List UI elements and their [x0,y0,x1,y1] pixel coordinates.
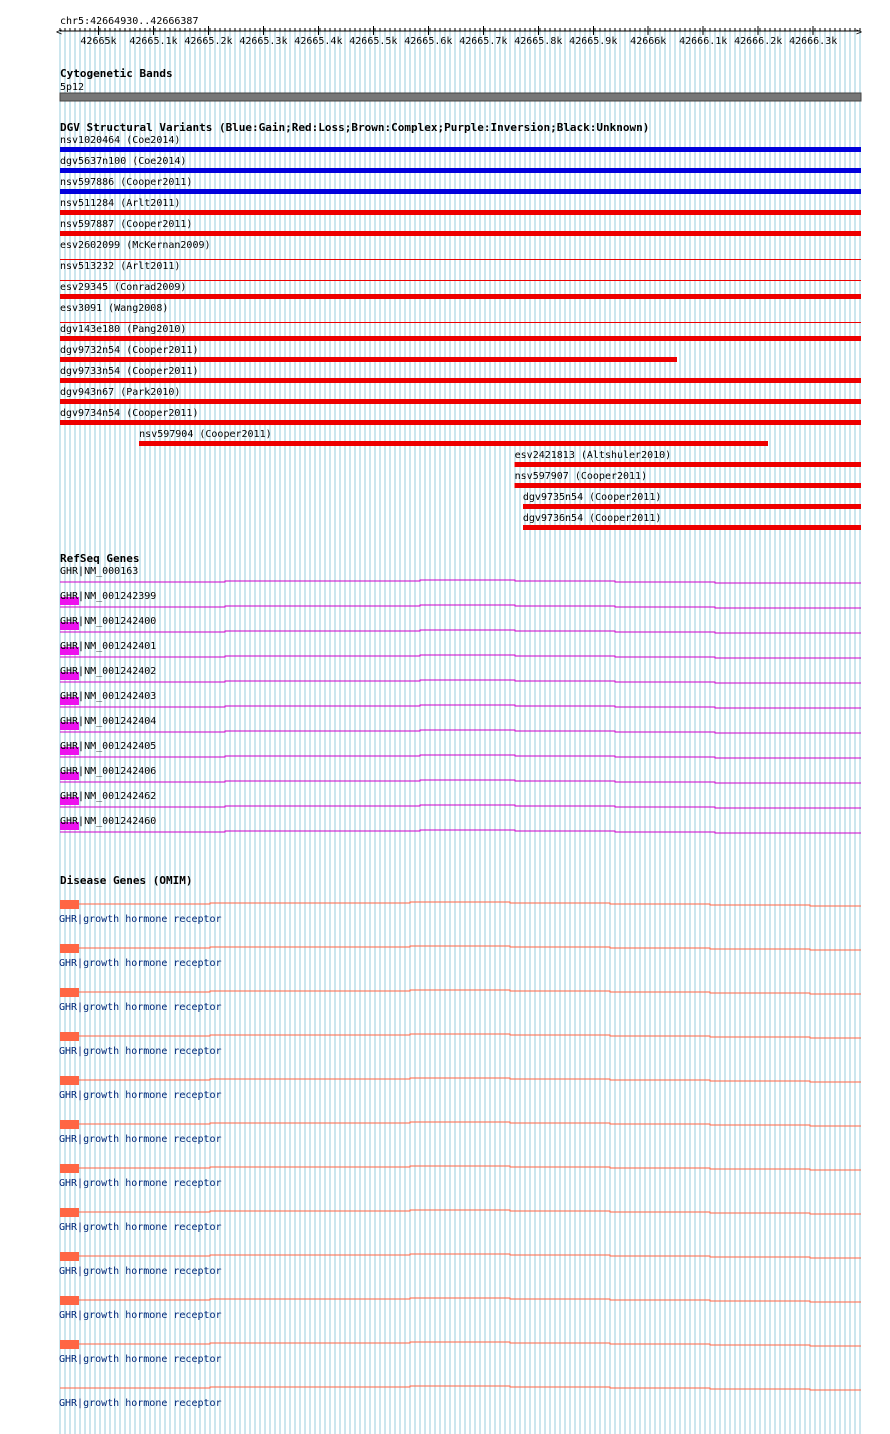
dgv-feature-label: dgv5637n100 (Coe2014) [60,156,187,167]
dgv-feature-label: esv2602099 (McKernan2009) [60,240,211,251]
dgv-feature-label: nsv513232 (Arlt2011) [60,261,181,272]
omim-gene-label[interactable]: GHR|growth hormone receptor [59,1002,222,1013]
dgv-feature-bar[interactable] [515,483,861,488]
ruler-tick-label: 42666.2k [734,36,783,47]
dgv-feature-label: esv3091 (Wang2008) [60,303,169,314]
ruler-tick-label: 42665.9k [569,36,618,47]
dgv-feature-label: dgv9736n54 (Cooper2011) [522,513,662,524]
omim-gene-label[interactable]: GHR|growth hormone receptor [59,1046,222,1057]
omim-gene-label[interactable]: GHR|growth hormone receptor [59,1222,222,1233]
refseq-transcript-label: GHR|NM_001242400 [60,616,157,627]
dgv-feature-bar[interactable] [523,525,861,530]
locus-label: chr5:42664930..42666387 [60,16,199,27]
ruler-tick-label: 42666k [630,36,667,47]
cytoband-label: 5p12 [60,82,85,93]
dgv-feature-bar[interactable] [60,231,861,236]
dgv-feature-bar[interactable] [60,168,861,173]
refseq-transcript-label: GHR|NM_001242403 [60,691,157,702]
omim-gene-label[interactable]: GHR|growth hormone receptor [59,1354,222,1365]
refseq-transcript-label: GHR|NM_001242402 [60,666,157,677]
ruler-tick-label: 42665.3k [239,36,288,47]
dgv-feature-label: nsv597904 (Cooper2011) [139,429,272,440]
ruler-tick-label: 42665.8k [514,36,563,47]
dgv-feature-bar[interactable] [60,378,861,383]
ruler-tick-label: 42666.1k [679,36,728,47]
dgv-feature-label: nsv1020464 (Coe2014) [60,135,181,146]
omim-gene-label[interactable]: GHR|growth hormone receptor [59,1310,222,1321]
omim-gene-label[interactable]: GHR|growth hormone receptor [59,914,222,925]
dgv-feature-bar[interactable] [60,336,861,341]
dgv-feature-label: dgv9732n54 (Cooper2011) [60,345,199,356]
dgv-feature-label: nsv597907 (Cooper2011) [514,471,648,482]
dgv-feature-bar[interactable] [60,280,861,281]
ruler-right-arrow-icon: > [856,27,863,38]
ruler-tick-label: 42665.2k [184,36,233,47]
dgv-feature-bar[interactable] [60,420,861,425]
refseq-transcript-label: GHR|NM_001242399 [60,591,157,602]
cytoband-track-title: Cytogenetic Bands [60,67,173,80]
dgv-feature-bar[interactable] [523,504,861,509]
dgv-feature-bar[interactable] [60,357,677,362]
dgv-feature-bar[interactable] [60,259,861,260]
dgv-feature-label: dgv943n67 (Park2010) [60,387,181,398]
omim-gene-label[interactable]: GHR|growth hormone receptor [59,1178,222,1189]
dgv-feature-bar[interactable] [60,322,861,323]
refseq-transcript-label: GHR|NM_001242406 [60,766,157,777]
ruler-tick-label: 42665.1k [129,36,178,47]
refseq-transcript-label: GHR|NM_001242404 [60,716,157,727]
refseq-transcript-label: GHR|NM_001242405 [60,741,157,752]
dgv-track-title: DGV Structural Variants (Blue:Gain;Red:Loss;Brown:Complex;Purple:Inversion;Black:Unknown) [60,121,650,134]
dgv-feature-label: dgv9733n54 (Cooper2011) [60,366,199,377]
refseq-transcript-label: GHR|NM_001242401 [60,641,157,652]
dgv-feature-label: esv2421813 (Altshuler2010) [514,450,672,461]
dgv-feature-label: nsv597886 (Cooper2011) [60,177,193,188]
dgv-feature-label: esv29345 (Conrad2009) [60,282,187,293]
dgv-feature-bar[interactable] [515,462,861,467]
omim-gene-label[interactable]: GHR|growth hormone receptor [59,958,222,969]
ruler-tick-label: 42665.5k [349,36,398,47]
ruler-tick-label: 42665.6k [404,36,453,47]
dgv-feature-bar[interactable] [139,441,768,446]
omim-track-title: Disease Genes (OMIM) [60,874,193,887]
dgv-feature-label: dgv9734n54 (Cooper2011) [60,408,199,419]
ruler-tick-label: 42665.4k [294,36,343,47]
omim-gene-label[interactable]: GHR|growth hormone receptor [59,1134,222,1145]
omim-gene-label[interactable]: GHR|growth hormone receptor [59,1398,222,1409]
dgv-feature-label: nsv597887 (Cooper2011) [60,219,193,230]
dgv-feature-bar[interactable] [60,294,861,299]
dgv-feature-label: nsv511284 (Arlt2011) [60,198,181,209]
ruler-left-arrow-icon: < [56,27,63,38]
ruler [56,16,862,47]
refseq-transcript-label: GHR|NM_001242462 [60,791,157,802]
dgv-feature-label: dgv9735n54 (Cooper2011) [522,492,662,503]
dgv-feature-bar[interactable] [60,147,861,152]
cytoband-bar[interactable] [60,93,861,101]
refseq-transcript-label: GHR|NM_000163 [60,566,139,577]
refseq-transcript-label: GHR|NM_001242460 [60,816,157,827]
dgv-feature-label: dgv143e180 (Pang2010) [60,324,187,335]
omim-gene-label[interactable]: GHR|growth hormone receptor [59,1266,222,1277]
ruler-tick-label: 42666.3k [789,36,838,47]
ruler-tick-label: 42665.7k [459,36,508,47]
dgv-feature-bar[interactable] [60,399,861,404]
omim-gene-label[interactable]: GHR|growth hormone receptor [59,1090,222,1101]
dgv-feature-bar[interactable] [60,189,861,194]
ruler-tick-label: 42665k [80,36,117,47]
dgv-feature-bar[interactable] [60,210,861,215]
refseq-track-title: RefSeq Genes [60,552,140,565]
